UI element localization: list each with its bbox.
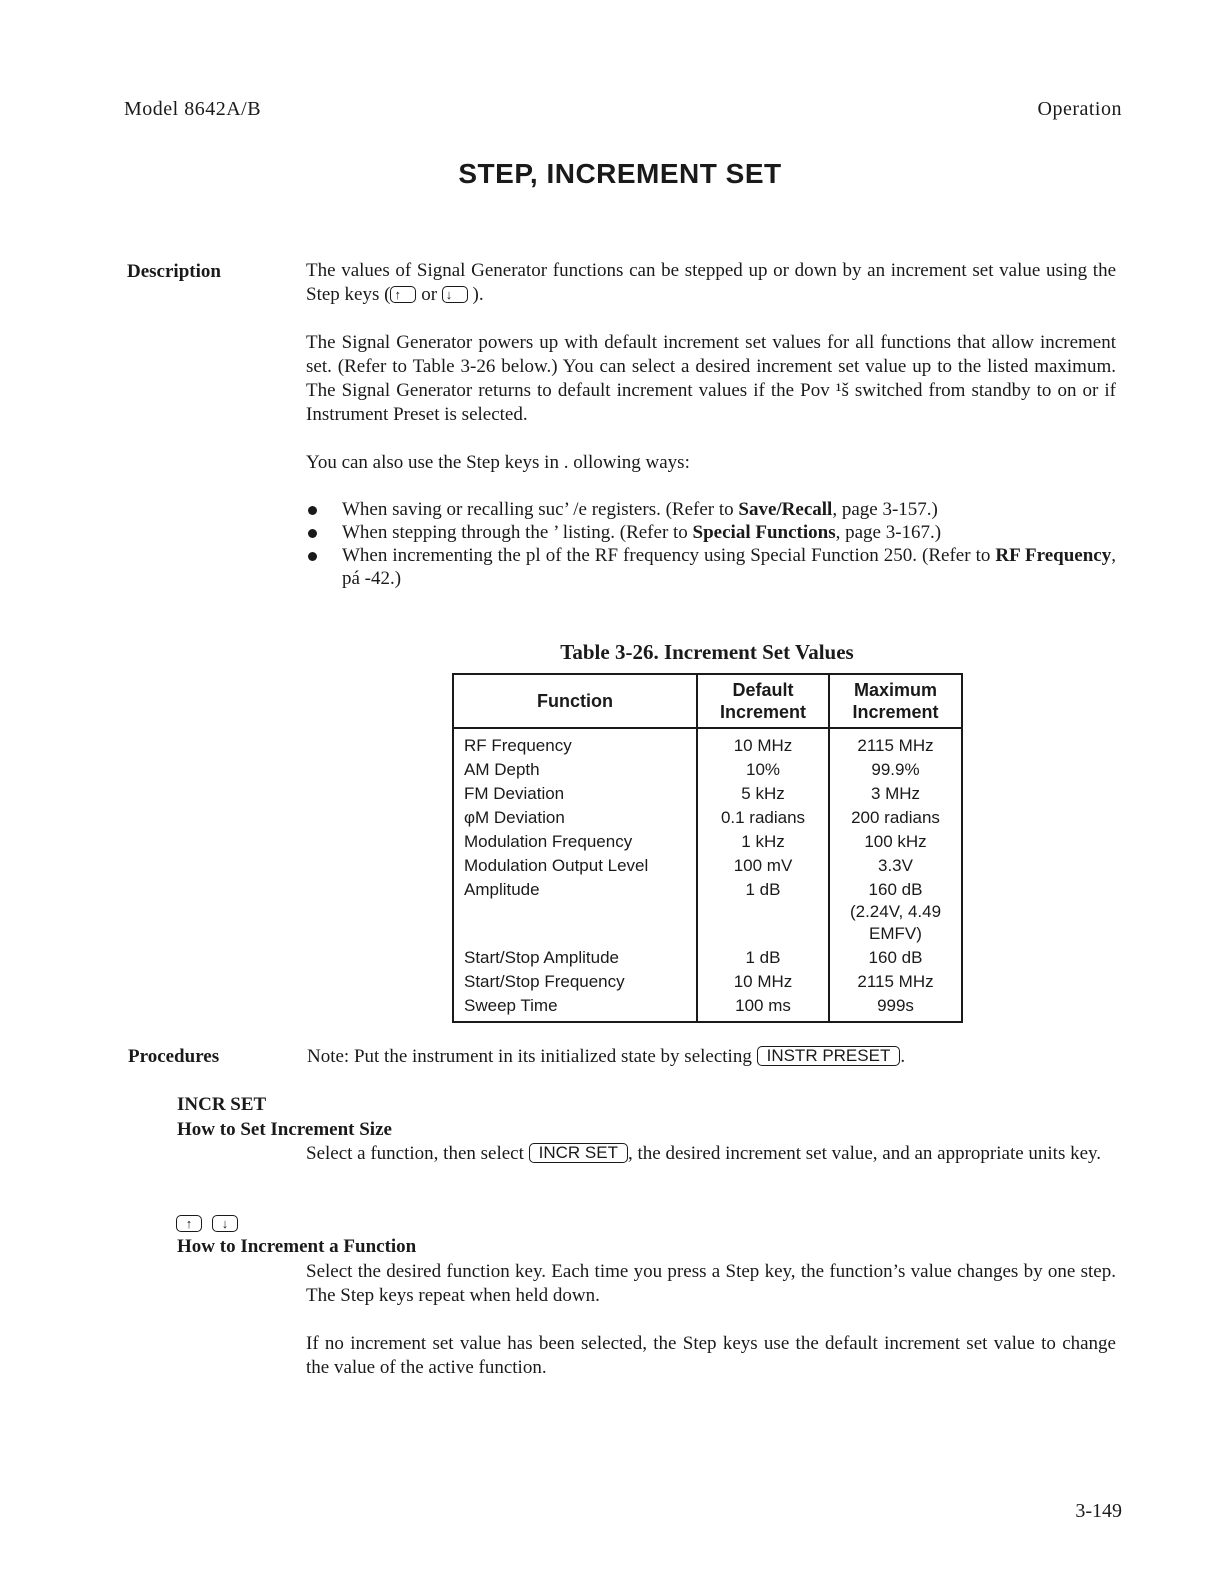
list-item-ref: RF Frequency	[995, 545, 1112, 566]
cell-function: φM Deviation	[453, 807, 697, 831]
cell-maximum: 160 dB	[829, 947, 962, 971]
header-section: Operation	[1037, 98, 1122, 120]
cell-maximum: 2115 MHz	[829, 728, 962, 759]
cell-default: 0.1 radians	[697, 807, 829, 831]
table-header-row	[453, 674, 962, 728]
cell-maximum: 2115 MHz	[829, 971, 962, 995]
how-set-text-end: , the desired increment set value, and an appropriate units key.	[627, 1143, 1102, 1164]
how-to-set-heading: How to Set Increment Size	[177, 1119, 392, 1140]
list-item	[306, 544, 1116, 590]
cell-maximum: 200 radians	[829, 807, 962, 831]
step-down-key-icon: ↓	[212, 1215, 238, 1232]
cell-default: 1 dB	[697, 879, 829, 947]
cell-maximum: 100 kHz	[829, 831, 962, 855]
procedures-note	[307, 1045, 1127, 1069]
cell-function: RF Frequency	[453, 728, 697, 759]
page-number: 3-149	[1075, 1500, 1122, 1522]
header-maximum-increment: Maximum Increment	[829, 674, 962, 728]
header-model: Model 8642A/B	[124, 98, 262, 120]
description-paragraph-1	[306, 259, 1116, 307]
how-to-increment-heading: How to Increment a Function	[177, 1236, 417, 1257]
step-uses-list	[306, 498, 1116, 590]
step-up-key-icon: ↑	[176, 1215, 202, 1232]
cell-default: 100 ms	[697, 995, 829, 1022]
instr-preset-key: INSTR PRESET	[757, 1046, 901, 1066]
list-item-ref: Special Functions	[692, 522, 836, 543]
how-inc-paragraph-2: If no increment set value has been selected, the Step keys use the default increment set value to change the value of the active function.	[306, 1333, 1116, 1378]
description-p1-end: ).	[472, 284, 484, 305]
cell-function: AM Depth	[453, 759, 697, 783]
how-to-increment-body	[306, 1260, 1116, 1380]
note-end: .	[900, 1046, 906, 1067]
cell-default: 10%	[697, 759, 829, 783]
step-up-key-icon: ↑	[390, 286, 416, 303]
how-inc-paragraph-1: Select the desired function key. Each time you press a Step key, the function’s value changes by one step. The Step keys repeat when held down.	[306, 1261, 1116, 1306]
table-row	[453, 783, 962, 807]
cell-maximum: 3 MHz	[829, 783, 962, 807]
list-item-page: , pá -42.)	[342, 545, 1116, 589]
cell-default: 1 dB	[697, 947, 829, 971]
table-row	[453, 947, 962, 971]
table-row	[453, 728, 962, 759]
cell-default: 1 kHz	[697, 831, 829, 855]
header-function: Function	[453, 674, 697, 728]
table-row	[453, 971, 962, 995]
list-item-text: When saving or recalling suc’ /e registers. (Refer to	[342, 499, 739, 520]
how-to-set-body	[306, 1142, 1116, 1166]
note-text: Note: Put the instrument in its initialized state by selecting	[307, 1046, 752, 1067]
description-p1-text: The values of Signal Generator functions can be stepped up or down by an increment set value using the Step keys (	[306, 260, 1116, 305]
cell-maximum: 3.3V	[829, 855, 962, 879]
cell-function: Start/Stop Amplitude	[453, 947, 697, 971]
increment-set-table	[452, 673, 963, 1023]
cell-default: 100 mV	[697, 855, 829, 879]
bullet-icon	[308, 529, 317, 538]
table-row	[453, 807, 962, 831]
cell-function: Sweep Time	[453, 995, 697, 1022]
description-label: Description	[127, 261, 221, 282]
description-paragraph-2: The Signal Generator powers up with default increment set values for all functions that allow increment set. (Refer to Table 3-26 below.) You can select a desired increment set value up to the listed maximum. The Signal Generator returns to default increment values if the Pov ¹š switched from standby to on or if Instrument Preset is selected.	[306, 332, 1116, 425]
cell-maximum: 160 dB (2.24V, 4.49 EMFV)	[829, 879, 962, 947]
cell-function: FM Deviation	[453, 783, 697, 807]
table-row	[453, 855, 962, 879]
procedures-label: Procedures	[128, 1046, 220, 1067]
page-title: STEP, INCREMENT SET	[458, 158, 782, 189]
description-paragraph-3: You can also use the Step keys in . ollowing ways:	[306, 452, 690, 473]
bullet-icon	[308, 506, 317, 515]
cell-default: 10 MHz	[697, 728, 829, 759]
cell-function: Modulation Frequency	[453, 831, 697, 855]
list-item	[306, 521, 1116, 544]
header-default-increment: Default Increment	[697, 674, 829, 728]
list-item-ref: Save/Recall	[738, 499, 833, 520]
description-p1-or: or	[421, 284, 438, 305]
cell-function: Start/Stop Frequency	[453, 971, 697, 995]
how-set-text: Select a function, then select	[306, 1143, 524, 1164]
incr-set-key: INCR SET	[529, 1143, 628, 1163]
bullet-icon	[308, 552, 317, 561]
table-row	[453, 759, 962, 783]
cell-maximum: 99.9%	[829, 759, 962, 783]
table-row	[453, 995, 962, 1022]
step-down-key-icon: ↓	[442, 286, 468, 303]
step-keys-heading	[176, 1215, 238, 1234]
table-row	[453, 831, 962, 855]
list-item-page: , page 3-157.)	[832, 499, 938, 520]
table-caption: Table 3-26. Increment Set Values	[560, 640, 854, 664]
cell-function: Amplitude	[453, 879, 697, 947]
list-item	[306, 498, 1116, 521]
table-row	[453, 879, 962, 947]
cell-default: 10 MHz	[697, 971, 829, 995]
list-item-text: When incrementing the pl of the RF frequency using Special Function 250. (Refer to	[342, 545, 996, 566]
incr-set-heading: INCR SET	[177, 1094, 267, 1115]
list-item-page: , page 3-167.)	[835, 522, 942, 543]
cell-maximum: 999s	[829, 995, 962, 1022]
cell-default: 5 kHz	[697, 783, 829, 807]
cell-function: Modulation Output Level	[453, 855, 697, 879]
list-item-text: When stepping through the ’ listing. (Refer to	[342, 522, 693, 543]
description-body	[306, 259, 1116, 475]
